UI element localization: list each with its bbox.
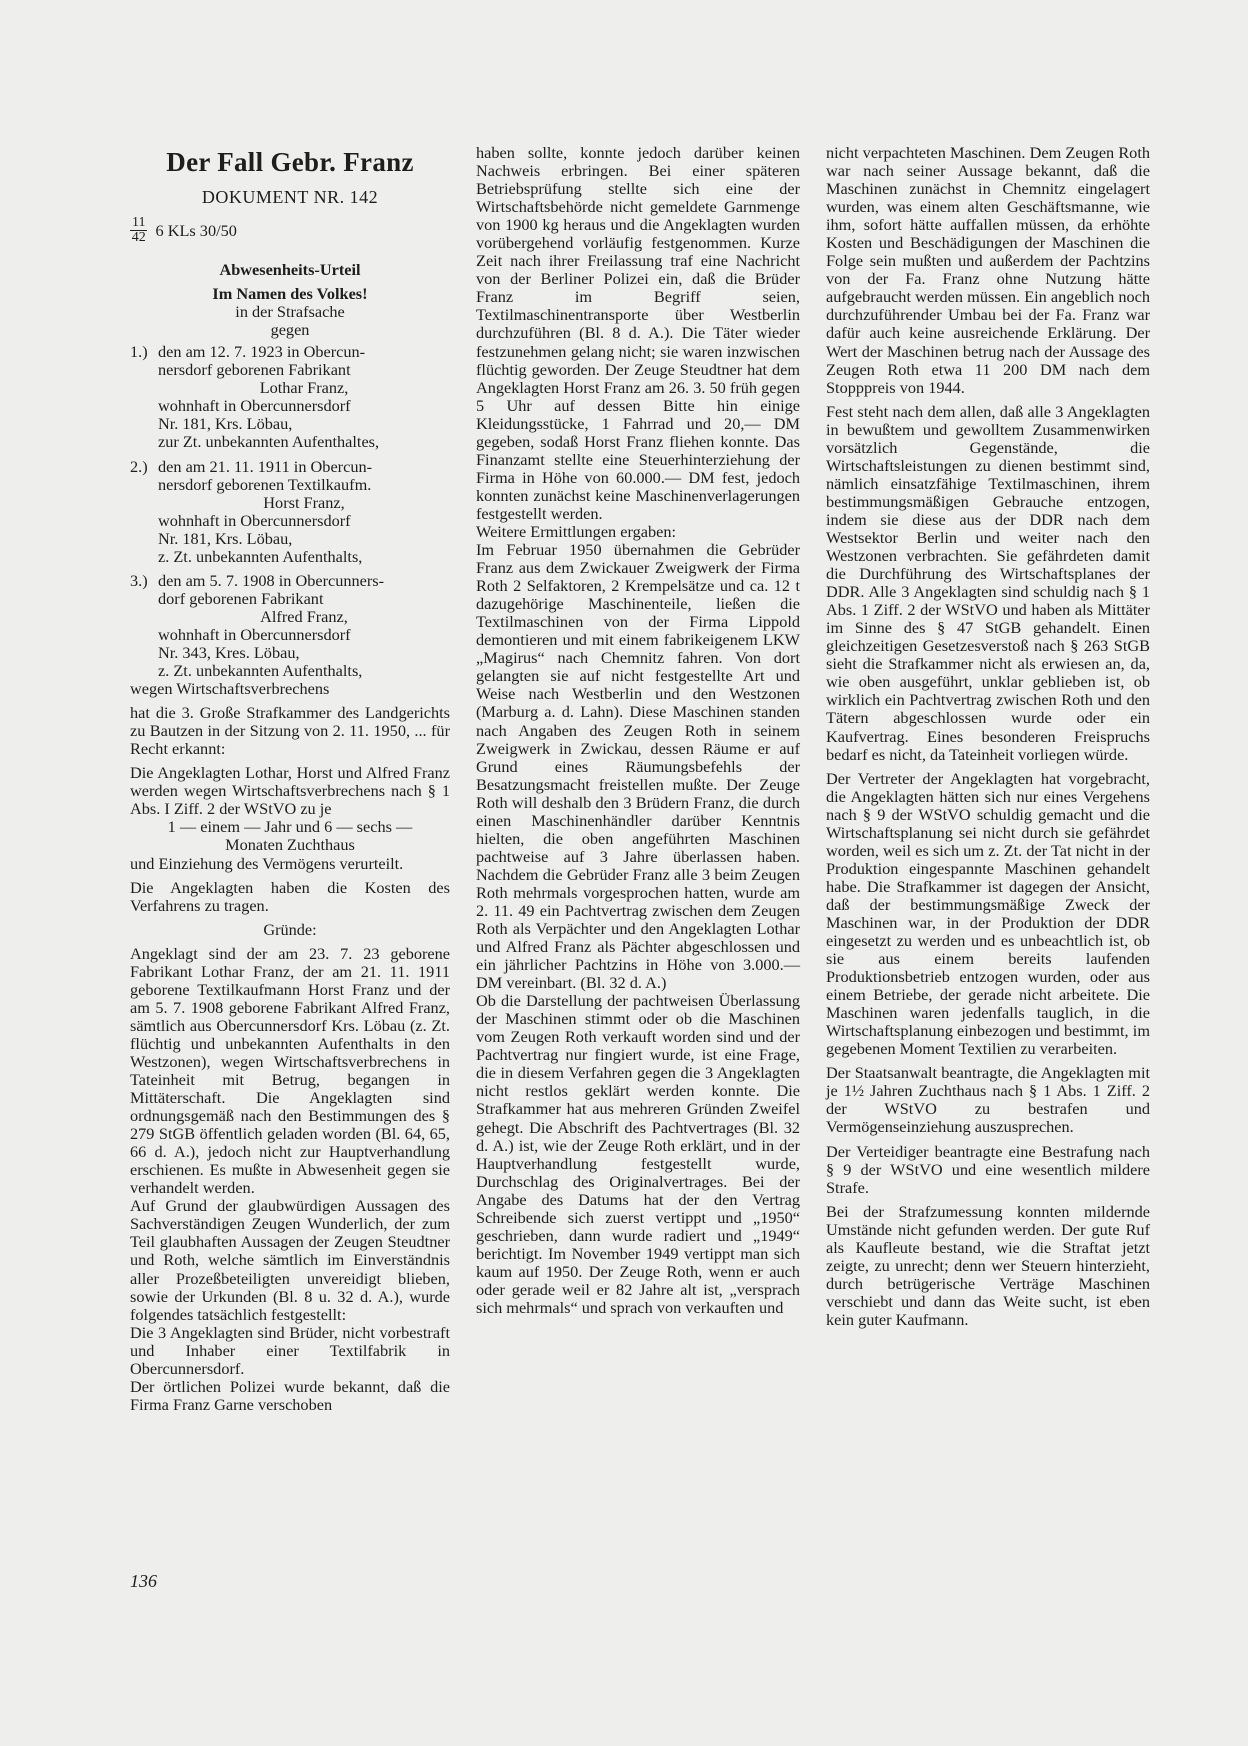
- defendant-address: wohnhaft in Obercunnersdorf: [158, 396, 351, 416]
- column-2: [476, 144, 800, 1317]
- fraction-numerator: 11: [132, 215, 146, 231]
- defendant-name: Lothar Franz,: [259, 378, 349, 398]
- defendant-address: z. Zt. unbekannten Aufenthalts,: [158, 546, 363, 566]
- defendant-address: wohnhaft in Obercunnersdorf: [158, 624, 351, 644]
- paragraph: Fest steht nach dem allen, daß alle 3 Angeklagten in bewußtem und gewolltem Zusammenwirken vorsätzlich Gegenstände, die Wirtschaftsleistungen zu dienen bestimmt sind, nämlich einsatzfähige Textilmaschinen, ihrem bestimmungsmäßigen Gebrauche entzogen, indem sie diese aus der DDR nach dem Westsektor Berlin und weiter nach den Westzonen verbrachten. Sie gefährdeten damit die Durchführung des Wirtschaftsplanes der DDR. Alle 3 Angeklagten sind schuldig nach § 1 Abs. 1 Ziff. 2 der WStVO und haben als Mittäter im Sinne des § 47 StGB gehandelt. Einen gleichzeitigen Gesetzesverstoß nach § 263 StGB sieht die Strafkammer nicht als erwiesen an, da, wie oben ausgeführt, unklar geblieben ist, ob wirklich ein Pachtvertrag zwischen Roth und den Tätern abgeschlossen wurde oder ein Kaufvertrag. Eines besonderen Freispruchs bedarf es nicht, da Tateinheit vorliegen würde.: [826, 401, 1150, 764]
- defendant-address: zur Zt. unbekannten Aufenthaltes,: [158, 432, 380, 452]
- reference-fraction: [130, 216, 147, 245]
- paragraph: Ob die Darstellung der pachtweisen Überlassung der Maschinen stimmt oder ob die Maschinen vom Zeugen Roth verkauft worden sind und der Pachtvertrag nur fingiert wurde, ist eine Frage, die in diesem Verfahren gegen die 3 Angeklagten nicht restlos geklärt werden konnte. Die Strafkammer hat aus mehreren Gründen Zweifel gehegt. Die Abschrift des Pachtvertrages (Bl. 32 d. A.) ist, wie der Zeuge Roth erklärt, und in der Hauptverhandlung festgestellt wurde, Durchschlag des Originalvertrages. Bei der Angabe des Datums hat der den Vertrag Schreibende sich zuerst vertippt und „1950“ geschrieben, dann wurde radiert und „1949“ berichtigt. Im November 1949 vertippt man sich kaum auf 1950. Der Zeuge Roth, wenn er auch oder gerade weil er 82 Jahre alt ist, „versprach sich mehrmals“ und sprach von verkauften und: [476, 991, 800, 1317]
- paragraph: Der Staatsanwalt beantragte, die Angeklagten mit je 1½ Jahren Zuchthaus nach § 1 Abs. 1 Ziff. 2 der WStVO zu bestrafen und Vermögenseinziehung auszusprechen.: [826, 1063, 1150, 1137]
- defendant-line: dorf geborenen Fabrikant: [158, 588, 324, 608]
- paragraph: Im Februar 1950 übernahmen die Gebrüder Franz aus dem Zwickauer Zweigwerk der Firma Roth 2 Selfaktoren, 2 Krempelsätze und ca. 12 t dazugehörige Maschinenteile, ließen die Textilmaschinen von der Firma Lippold demontieren und mit einem fabrikeigenem LKW „Magirus“ nach Chemnitz fahren. Von dort gelangten sie auf nicht festgestellte Art und Weise nach Westberlin und den Westzonen (Marburg a. d. Lahn). Diese Maschinen standen nach Angaben des Zeugen Roth in seinem Zweigwerk in Zwickau, dessen Räume er auf Grund eines Räumungsbefehls der Besatzungsmacht freistellen mußte. Der Zeuge Roth will deshalb den 3 Brüdern Franz, die durch einen Maschinenhändler darüber Kenntnis hielten, die oben angeführten Maschinen pachtweise auf 3 Jahre überlassen haben. Nachdem die Gebrüder Franz alle 3 beim Zeugen Roth mehrmals vorgesprochen hatten, wurde am 2. 11. 49 ein Pachtvertrag zwischen dem Zeugen Roth als Verpächter und den Angeklagten Lothar und Alfred Franz als Pächter abgeschlossen und ein jährlicher Pachtzins in Höhe von 3.000.— DM vereinbart. (Bl. 32 d. A.): [476, 540, 800, 993]
- defendant-line: den am 5. 7. 1908 in Obercunners-: [158, 570, 385, 590]
- page-number: 136: [130, 1571, 157, 1591]
- costs-paragraph: Die Angeklagten haben die Kosten des Verfahrens zu tragen.: [130, 877, 450, 915]
- paragraph: Bei der Strafzumessung konnten mildernde Umstände nicht gefunden werden. Der gute Ruf als Kaufleute bestand, wie die Straftat jetzt zeigte, zu unrecht; denn wer Steuern hinterzieht, durch betrügerische Verträge Maschinen verschiebt und dann das Weite sucht, ist eben kein guter Kaufmann.: [826, 1201, 1150, 1329]
- charge-offense: wegen Wirtschaftsverbrechens: [130, 679, 330, 699]
- defendant-address: Nr. 181, Krs. Löbau,: [158, 414, 293, 434]
- defendant-line: nersdorf geborenen Textilkaufm.: [158, 474, 372, 494]
- column-1: [130, 140, 450, 1414]
- paragraph: Der Verteidiger beantragte eine Bestrafung nach § 9 der WStVO und eine wesentlich mildere Strafe.: [826, 1141, 1150, 1197]
- column-3: [826, 144, 1150, 1329]
- brothers-paragraph: Die 3 Angeklagten sind Brüder, nicht vorbestraft und Inhaber einer Textilfabrik in Obercunnersdorf.: [130, 1322, 450, 1378]
- in-name-of-people: Im Namen des Volkes!: [212, 284, 368, 304]
- paragraph: Weitere Ermittlungen ergaben:: [476, 521, 677, 541]
- case-number: 6 KLs 30/50: [155, 220, 237, 240]
- defendant-address: Nr. 343, Kres. Löbau,: [158, 642, 300, 662]
- against: gegen: [270, 320, 310, 340]
- sentence-line: Monaten Zuchthaus: [225, 835, 355, 855]
- defendant-2: [130, 458, 450, 566]
- court-paragraph: hat die 3. Große Strafkammer des Landgerichts zu Bautzen in der Sitzung von 2. 11. 1950, ... für Recht erkannt:: [130, 703, 450, 759]
- defendant-line: den am 21. 11. 1911 in Obercun-: [158, 456, 373, 476]
- sentence-line: und Einziehung des Vermögens verurteilt.: [130, 853, 404, 873]
- defendant-address: Nr. 181, Krs. Löbau,: [158, 528, 293, 548]
- defendant-name: Alfred Franz,: [260, 606, 348, 626]
- defendant-address: z. Zt. unbekannten Aufenthalts,: [158, 661, 363, 681]
- findings-paragraph: Auf Grund der glaubwürdigen Aussagen des Sachverständigen Zeugen Wunderlich, der zum Teil glaubhaften Aussagen der Zeugen Steudtner und Roth, welche sämtlich im Einverständnis aller Prozeßbeteiligten unvereidigt blieben, sowie der Urkunden (Bl. 8 u. 32 d. A.), wurde folgendes tatsächlich festgestellt:: [130, 1196, 450, 1324]
- defendant-number: 3.): [130, 570, 148, 590]
- police-paragraph: Der örtlichen Polizei wurde bekannt, daß die Firma Franz Garne verschoben: [130, 1376, 450, 1414]
- defendant-3: [130, 572, 450, 680]
- verdict-type: Abwesenheits-Urteil: [219, 260, 361, 280]
- defendant-line: den am 12. 7. 1923 in Obercun-: [158, 342, 366, 362]
- defendant-line: nersdorf geborenen Fabrikant: [158, 360, 351, 380]
- fraction-denominator: 42: [131, 230, 146, 246]
- paragraph: Der Vertreter der Angeklagten hat vorgebracht, die Angeklagten hätten sich nur eines Vergehens nach § 9 der WStVO schuldig gemacht und die Wirtschaftsplanung sei nicht durch sie gefährdet worden, weil es sich um z. Zt. der Tat nicht in der Produktion eingespannte Maschinen gehandelt habe. Die Strafkammer ist dagegen der Ansicht, daß der bestimmungsmäßige Zweck der Maschinen war, in der Produktion der DDR eingesetzt zu werden und es unbeachtlich ist, ob sie aus einem bereits laufenden Produktionsbetrieb entzogen wurden, oder aus einem Betriebe, der gerade nicht arbeitete. Die Maschinen waren jedenfalls tauglich, in die Wirtschaftsplanung einbezogen und bestimmt, im gegebenen Moment Textilien zu verarbeiten.: [826, 768, 1150, 1059]
- defendant-1: [130, 343, 450, 451]
- case-reference: [130, 216, 450, 245]
- paragraph: nicht verpachteten Maschinen. Dem Zeugen Roth war nach seiner Aussage bekannt, daß die Maschinen zunächst in Chemnitz eingelagert wurden, was einem alten Geschäftsmanne, wie ihm, sofort hätte auffallen müssen, da erhöhte Kosten und Beschädigungen der Maschinen die Folge sein mußten und außerdem der Pachtzins von der Fa. Franz ohne Nutzung hätte aufgebraucht werden müssen. Ein angeblich noch durchzuführender Umbau bei der Fa. Franz war dafür auch keine ausreichende Erklärung. Der Wert der Maschinen betrug nach der Aussage des Zeugen Roth etwa 11 200 DM nach dem Stopppreis von 1944.: [826, 143, 1150, 397]
- defendant-number: 2.): [130, 456, 148, 476]
- article-title: Der Fall Gebr. Franz: [166, 147, 414, 177]
- in-case: in der Strafsache: [235, 302, 345, 322]
- verdict-paragraph: Die Angeklagten Lothar, Horst und Alfred Franz werden wegen Wirtschaftsverbrechens nach § 1 Abs. I Ziff. 2 der WStVO zu je: [130, 763, 450, 819]
- reasons-heading: Gründe:: [263, 919, 317, 939]
- paragraph: haben sollte, konnte jedoch darüber keinen Nachweis erbringen. Bei einer späteren Betriebsprüfung stellte sich eine der Wirtschaftsbehörde nicht gemeldete Garnmenge von 1900 kg heraus und die Angeklagten wurden vorübergehend vorläufig festgenommen. Kurze Zeit nach ihrer Freilassung traf eine Nachricht von der Berliner Polizei ein, daß die Brüder Franz im Begriff seien, Textilmaschinentransporte über Westberlin durchzuführen (Bl. 8 d. A.). Die Täter wieder festzunehmen gelang nicht; sie waren inzwischen flüchtig geworden. Der Zeuge Steudtner hat dem Angeklagten Horst Franz am 26. 3. 50 früh gegen 5 Uhr auf dessen Bitte hin einige Kleidungsstücke, 1 Fahrrad und 20,— DM gegeben, sodaß Horst Franz fliehen konnte. Das Finanzamt stellte eine Steuerhinterziehung der Firma in Höhe von 60.000.— DM fest, jedoch konnten zunächst keine Maschinenverlagerungen festgestellt werden.: [476, 143, 800, 523]
- defendant-name: Horst Franz,: [263, 492, 345, 512]
- charge-paragraph: Angeklagt sind der am 23. 7. 23 geborene Fabrikant Lothar Franz, der am 21. 11. 1911 geborene Textilkaufmann Horst Franz und der am 5. 7. 1908 geborene Fabrikant Alfred Franz, sämtlich aus Obercunnersdorf Krs. Löbau (z. Zt. flüchtig und unbekannten Aufenthalts in den Westzonen), wegen Wirtschaftsverbrechens in Tateinheit mit Betrug, begangen in Mittäterschaft. Die Angeklagten sind ordnungsgemäß nach den Bestimmungen des § 279 StGB öffentlich geladen worden (Bl. 64, 65, 66 d. A.), jedoch nicht zur Hauptverhandlung erschienen. Es mußte in Abwesenheit gegen sie verhandelt werden.: [130, 943, 450, 1198]
- document-number: DOKUMENT NR. 142: [201, 187, 379, 207]
- sentence-line: 1 — einem — Jahr und 6 — sechs —: [167, 817, 413, 837]
- defendant-address: wohnhaft in Obercunnersdorf: [158, 510, 351, 530]
- defendant-number: 1.): [130, 342, 148, 362]
